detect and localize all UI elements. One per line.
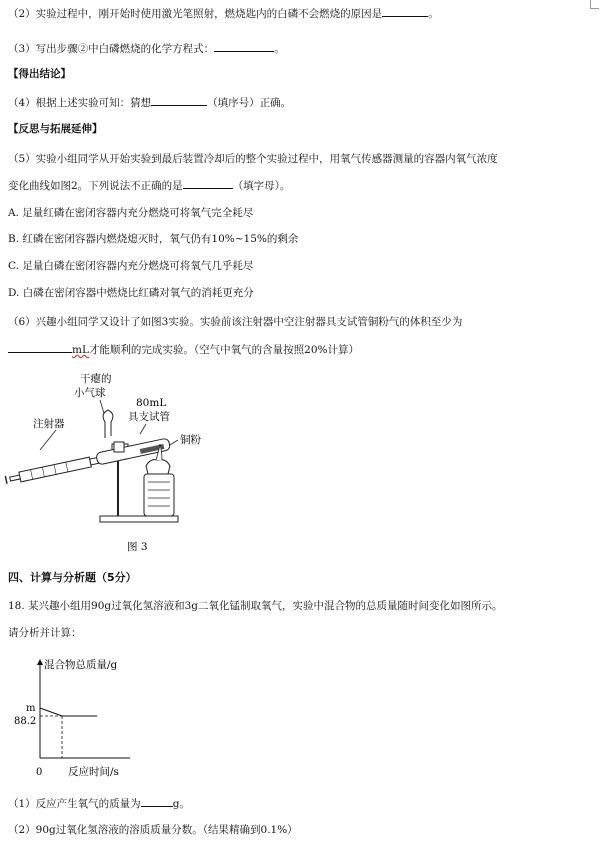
question-4-line: （4）根据上述实验可知：猜想 （填序号）正确。 (8, 97, 292, 109)
x-axis-label: 反应时间/s (68, 766, 119, 778)
mass-time-chart (0, 648, 160, 778)
y-axis-arrow (37, 659, 43, 665)
series-line (40, 708, 97, 716)
page-corner-mark (590, 0, 599, 9)
option-c: C. 足量白磷在密闭容器内充分燃烧可将氧气几乎耗尽 (8, 260, 254, 272)
label-deflated-balloon-line2: 小气球 (74, 387, 106, 399)
stand-base (100, 516, 178, 522)
answer-blank[interactable] (382, 6, 428, 17)
option-b: B. 红磷在密闭容器内燃烧熄灭时，氧气仍有10%~15%的剩余 (8, 233, 299, 245)
sub-question-1-line: （1）反应产生氧气的质量为 g。 (8, 798, 190, 810)
y-axis-label: 混合物总质量/g (44, 659, 118, 671)
question-5-line1: （5）实验小组同学从开始实验到最后装置冷却后的整个实验过程中，用氧气传感器测量的容器内氧气浓度 (8, 153, 498, 165)
option-a: A. 足量红磷在密闭容器内充分燃烧可将氧气完全耗尽 (8, 207, 254, 219)
question-3-line: （3）写出步骤②中白磷燃烧的化学方程式： 。 (8, 43, 285, 55)
question-2-text: （2）实验过程中，刚开始时使用激光笔照射，燃烧匙内的白磷不会燃烧的原因是 (8, 8, 383, 20)
y-tick-label: 88.2 (14, 716, 37, 727)
question-3-text: （3）写出步骤②中白磷燃烧的化学方程式： (8, 43, 215, 55)
label-tube-volume: 80mL (136, 397, 167, 409)
question-4-text: （4）根据上述实验可知：猜想 (8, 97, 152, 109)
origin-label: 0 (36, 767, 43, 778)
answer-blank[interactable] (214, 41, 274, 52)
label-syringe: 注射器 (33, 418, 65, 430)
label-branch-tube: 具支试管 (128, 411, 170, 423)
y-tick-label: m (26, 703, 36, 714)
figure-3-caption: 图 3 (127, 541, 148, 553)
question-2-line: （2）实验过程中，刚开始时使用激光笔照射，燃烧匙内的白磷不会燃烧的原因是 。 (8, 8, 439, 20)
label-copper-powder: 铜粉 (180, 434, 201, 446)
answer-blank[interactable] (151, 95, 207, 106)
question-18-line2: 请分析并计算： (8, 627, 82, 639)
question-5-line2: 变化曲线如图2。下列说法不正确的是 （填字母）。 (8, 180, 291, 192)
question-6-line1: （6）兴趣小组同学又设计了如图3实验。实验前该注射器中空注射器具支试管铜粉气的体积至少为 (8, 316, 463, 328)
answer-blank[interactable] (183, 178, 233, 189)
question-18-line1: 18. 某兴趣小组用90g过氧化氢溶液和3g二氧化锰制取氧气，实验中混合物的总质量随时间变化如图所示。 (8, 600, 503, 612)
sub-question-2-line: （2）90g过氧化氢溶液的溶质质量分数。（结果精确到0.1%） (8, 824, 298, 836)
question-6-line2: mL才能顺利的完成实验。（空气中氧气的含量按照20%计算） (8, 342, 359, 357)
figure-3-apparatus (0, 360, 240, 555)
answer-blank[interactable] (141, 796, 173, 807)
deflated-balloon (103, 410, 113, 438)
heading-conclusion: 【得出结论】 (8, 68, 71, 80)
section-4-title: 四、计算与分析题（5分） (8, 571, 137, 584)
syringe (5, 455, 99, 484)
label-deflated-balloon-line1: 干瘪的 (80, 373, 112, 385)
option-d: D. 白磷在密闭容器中燃烧比红磷对氧气的消耗更充分 (8, 287, 254, 299)
heading-reflection: 【反思与拓展延伸】 (8, 123, 103, 135)
answer-blank[interactable] (8, 342, 72, 353)
